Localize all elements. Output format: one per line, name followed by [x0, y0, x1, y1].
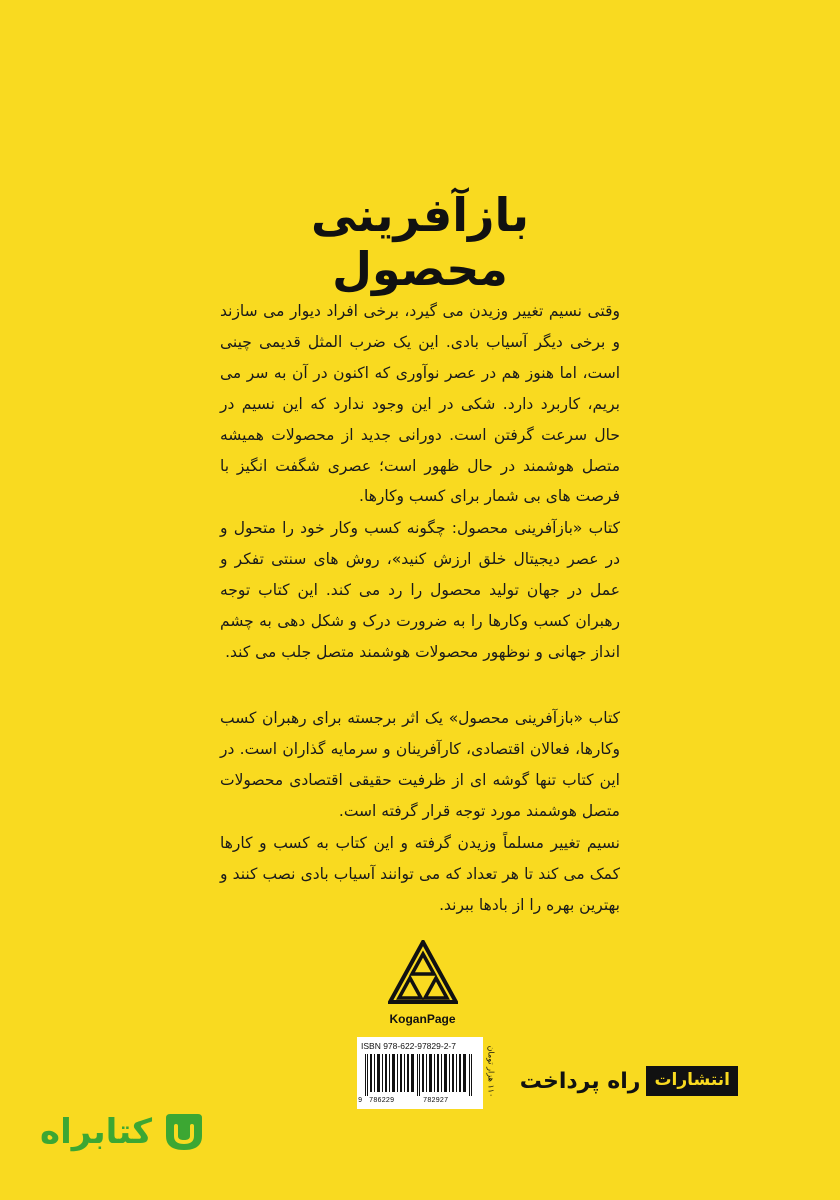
- kogan-page-triangle-icon: [388, 940, 458, 1010]
- cover-title-line2: محصول: [332, 242, 508, 296]
- description-paragraph-4: نسیم تغییر مسلماً وزیدن گرفته و این کتاب به کسب و کارها کمک می کند تا هر تعداد که می توانند آسیاب بادی نصب کنند و بهترین بهره را از بادها ببرند.: [220, 834, 620, 914]
- publisher-label: انتشارات: [646, 1066, 738, 1096]
- barcode-digit-left: 9: [358, 1097, 363, 1105]
- store-name: کتابراه: [40, 1112, 153, 1152]
- isbn-barcode: [357, 1037, 483, 1109]
- cover-title-line1: بازآفرینی: [310, 188, 530, 242]
- kogan-page-label: KoganPage: [389, 1012, 456, 1026]
- ketabrah-store-logo: [40, 1102, 230, 1162]
- publisher-name: راه پرداخت: [519, 1068, 641, 1094]
- barcode-digits-right: 782927: [423, 1097, 449, 1105]
- price-label: [484, 1037, 498, 1109]
- barcode-digits-mid: 786229: [369, 1097, 395, 1105]
- isbn-text: ISBN 978-622-97829-2-7: [361, 1041, 456, 1051]
- description-paragraph-1: وقتی نسیم تغییر وزیدن می گیرد، برخی افراد دیوار می سازند و برخی دیگر آسیاب بادی. این یک ضرب المثل قدیمی چینی است، اما هنوز هم در عصر نوآوری که اکنون در آن به سر می بریم، کاربرد دارد. شکی در این وجود ندارد که این نسیم در حال سرعت گرفتن است. دورانی جدید از محصولات همیشه متصل هوشمند در حال ظهور است؛ عصری شگفت انگیز با فرصت های بی شمار برای کسب وکارها.: [220, 302, 620, 506]
- description-paragraph-2: کتاب «بازآفرینی محصول: چگونه کسب وکار خود را متحول و در عصر دیجیتال خلق ارزش کنید»، روش های سنتی تفکر و عمل در جهان تولید محصول را رد می کند. این کتاب توجه رهبران کسب وکارها را به ضرورت درک و شکل دهی به چشم انداز جهانی و نوظهور محصولات هوشمند متصل جلب می کند.: [220, 519, 620, 661]
- publisher-logo: [520, 1066, 740, 1096]
- ketabrah-logo-icon: [162, 1110, 206, 1154]
- price-text: ۱۱۰ هزار تومان: [486, 1045, 496, 1098]
- description-paragraph-3: کتاب «بازآفرینی محصول» یک اثر برجسته برای رهبران کسب وکارها، فعالان اقتصادی، کارآفرینان و سرمایه گذاران است. در این کتاب تنها گوشه ای از ظرفیت حقیقی اقتصادی محصولات متصل هوشمند مورد توجه قرار گرفته است.: [220, 709, 620, 820]
- barcode-icon: [363, 1054, 477, 1096]
- kogan-page-logo: [375, 940, 470, 1030]
